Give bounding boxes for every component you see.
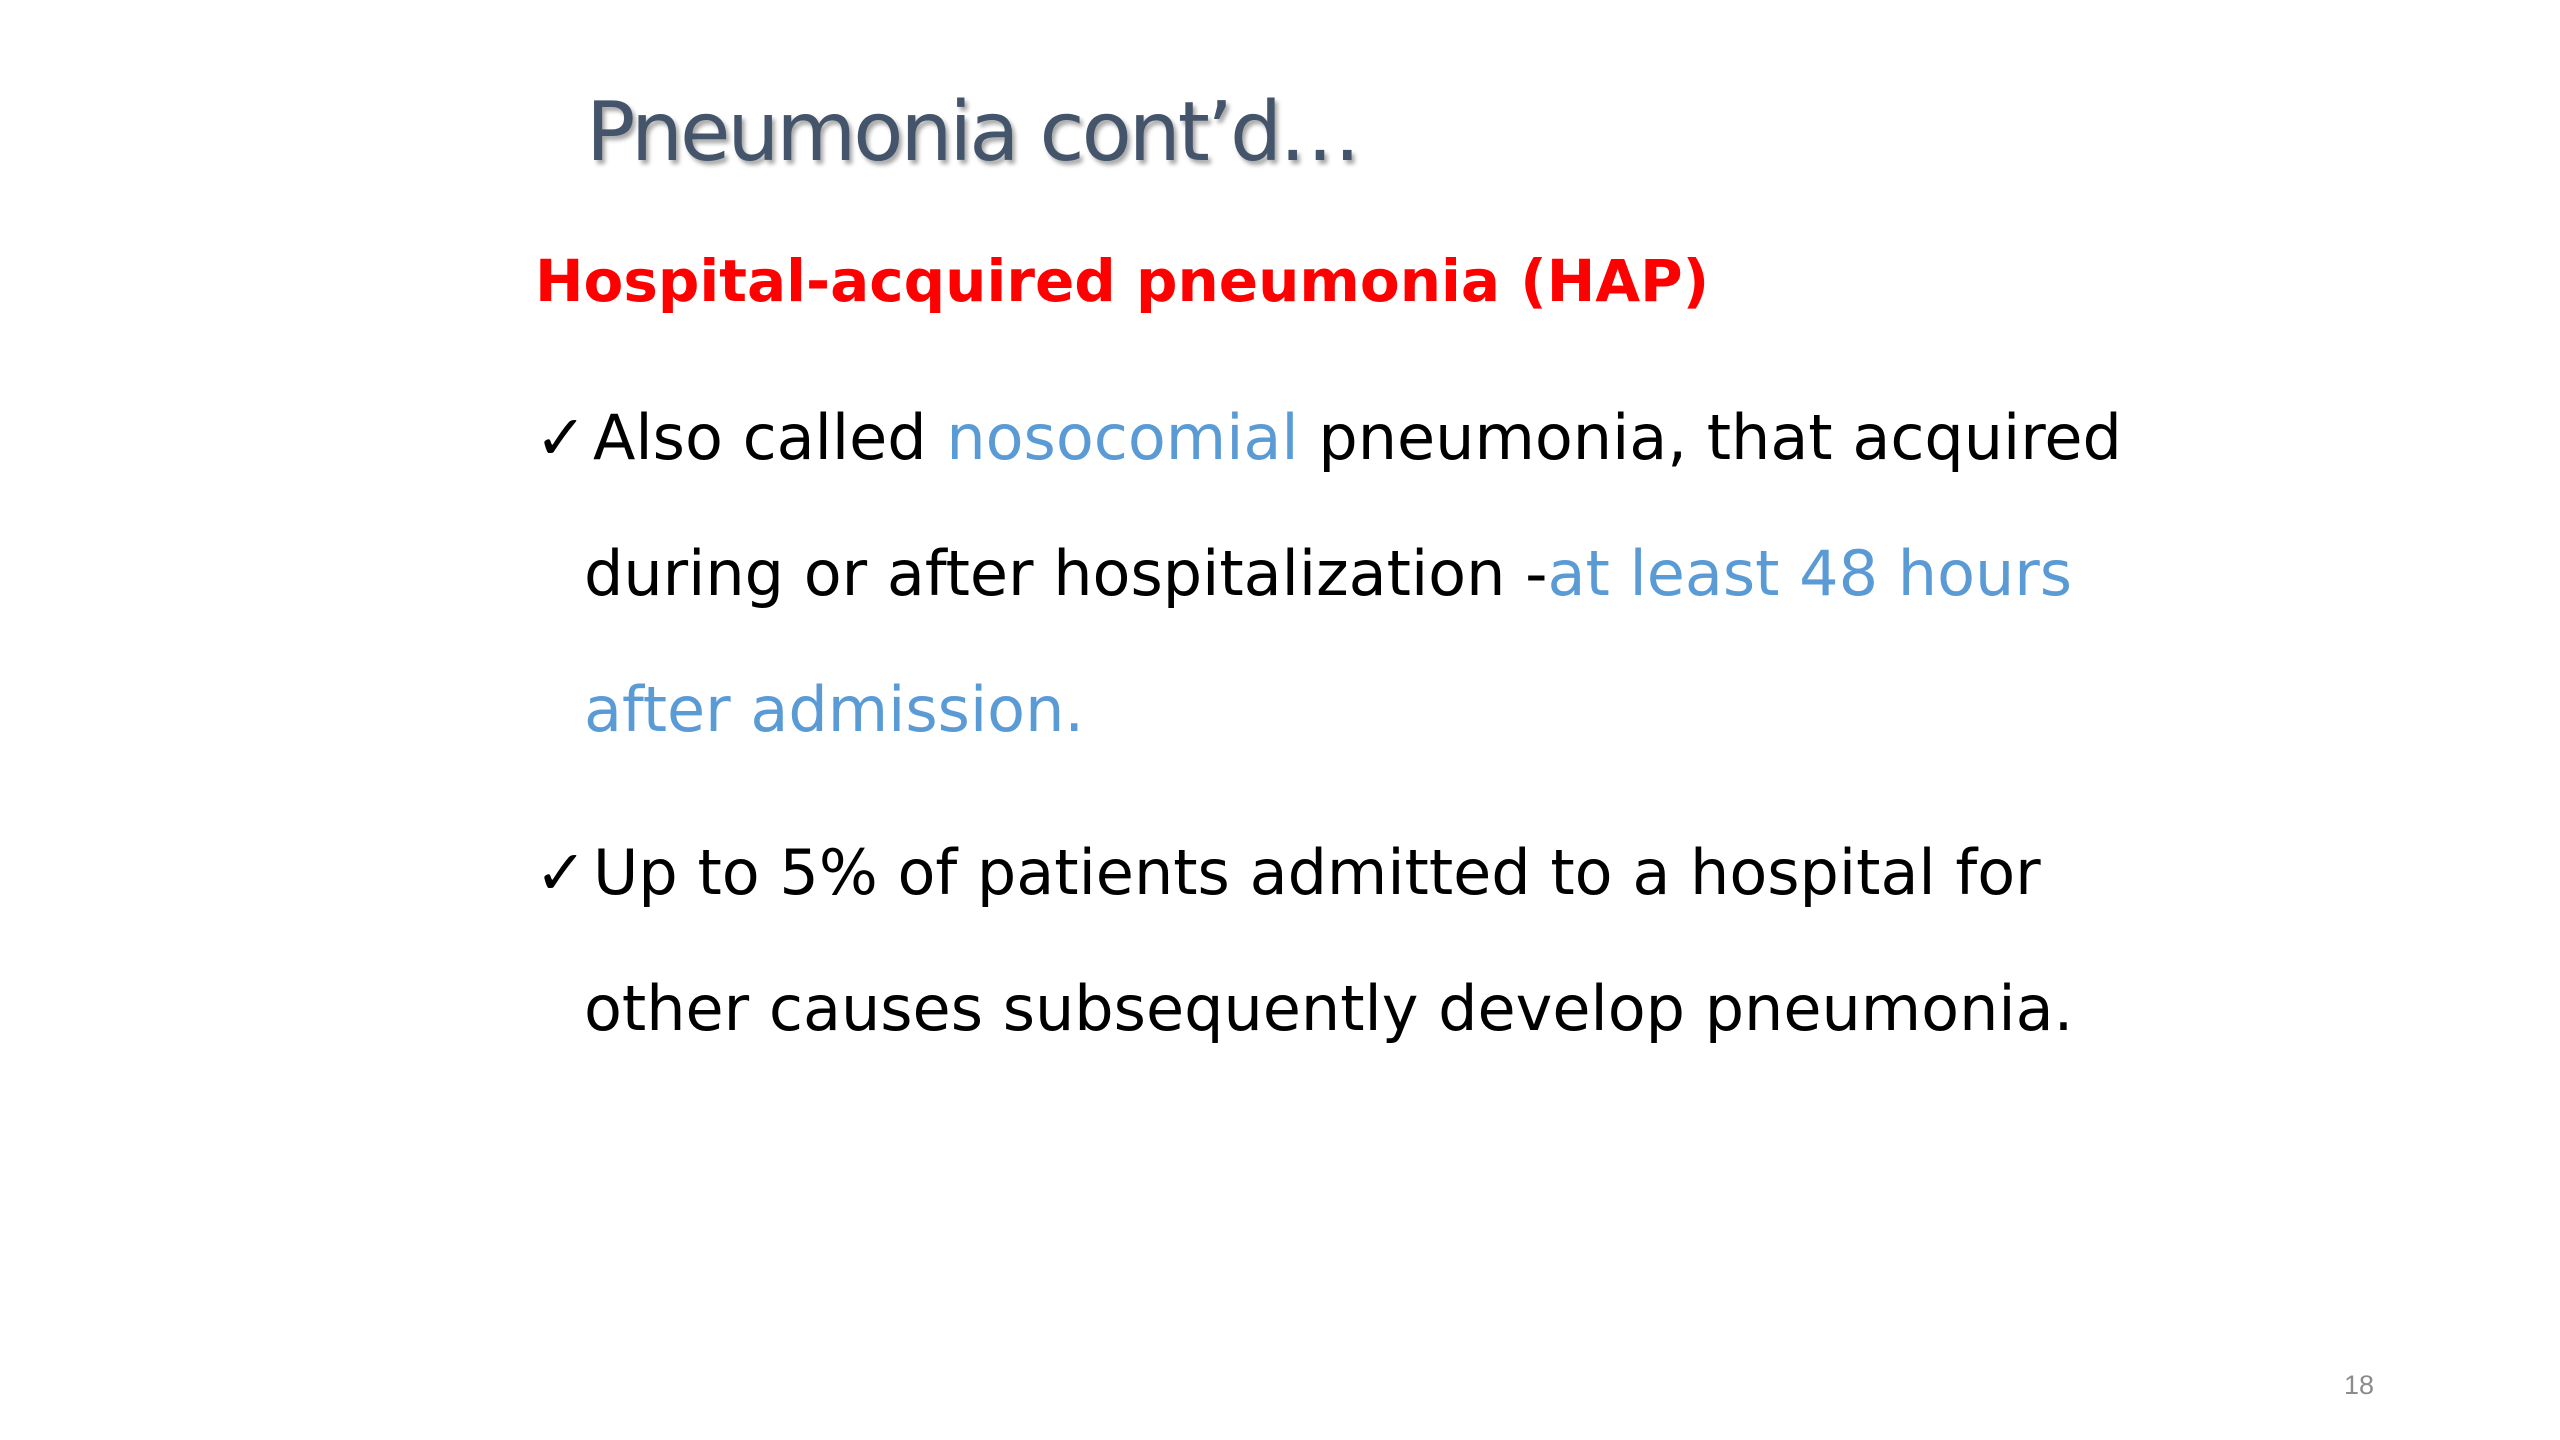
bullet-item-1	[535, 370, 2122, 778]
bullet-1-line-1	[535, 370, 2122, 506]
bullet-1-line-3	[535, 642, 2122, 778]
bullet-1-highlight-nosocomial: nosocomial	[946, 401, 1299, 474]
bullet-1-text-c: during or after hospitalization -	[584, 537, 1548, 610]
bullet-1-highlight-admission: after admission.	[584, 673, 1085, 746]
checkmark-icon: ✓	[535, 836, 587, 909]
bullet-2-line-1	[535, 805, 2073, 941]
slide-title: Pneumonia cont’d…	[586, 85, 1359, 180]
bullet-1-line-2	[535, 506, 2122, 642]
bullet-1-text-b: pneumonia, that acquired	[1298, 401, 2122, 474]
bullet-2-text-b: other causes subsequently develop pneumonia.	[584, 972, 2074, 1045]
slide-subtitle: Hospital-acquired pneumonia (HAP)	[535, 247, 1710, 315]
bullet-1-highlight-48-hours: at least 48 hours	[1547, 537, 2073, 610]
checkmark-icon: ✓	[535, 401, 587, 474]
bullet-2-line-2	[535, 941, 2073, 1077]
bullet-1-text-a: Also called	[593, 401, 947, 474]
bullet-2-text-a: Up to 5% of patients admitted to a hospital for	[593, 836, 2041, 909]
bullet-item-2	[535, 805, 2073, 1077]
page-number: 18	[2344, 1370, 2375, 1400]
